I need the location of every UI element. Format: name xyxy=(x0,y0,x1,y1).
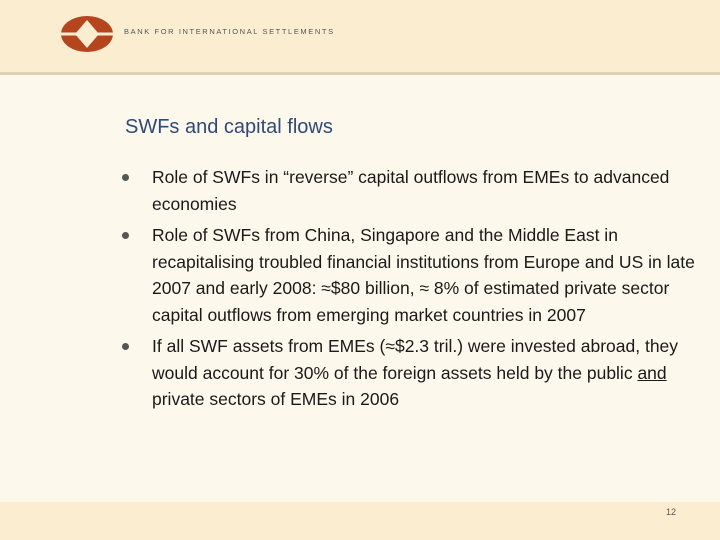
bullet-dot-icon xyxy=(122,232,129,239)
bullet-list xyxy=(120,164,710,413)
bank-name: BANK FOR INTERNATIONAL SETTLEMENTS xyxy=(124,27,335,36)
bullet-text-part: If all SWF assets from EMEs (≈$2.3 tril.) were invested abroad, they would account for 30% of the foreign assets held by the public xyxy=(152,336,679,383)
bis-logo-icon xyxy=(60,14,114,54)
bullet-text: Role of SWFs in “reverse” capital outflows from EMEs to advanced economies xyxy=(152,167,670,214)
bullet-text: Role of SWFs from China, Singapore and the Middle East in recapitalising troubled financial institutions from Europe and US in late 2007 and early 2008: ≈$80 billion, ≈ 8% of estimated private sector capital outflows from emerging market countries in 2007 xyxy=(152,225,695,325)
bullet-item xyxy=(120,222,710,328)
underlined-word: and xyxy=(637,362,667,383)
bullet-dot-icon xyxy=(122,343,129,350)
bullet-item xyxy=(120,333,710,413)
bullet-dot-icon xyxy=(122,174,129,181)
page-number: 12 xyxy=(665,507,676,517)
bullet-item xyxy=(120,164,710,217)
bullet-text-part: private sectors of EMEs in 2006 xyxy=(152,389,400,409)
footer-band xyxy=(0,502,720,540)
slide-title: SWFs and capital flows xyxy=(125,116,333,138)
header-divider xyxy=(0,72,720,75)
